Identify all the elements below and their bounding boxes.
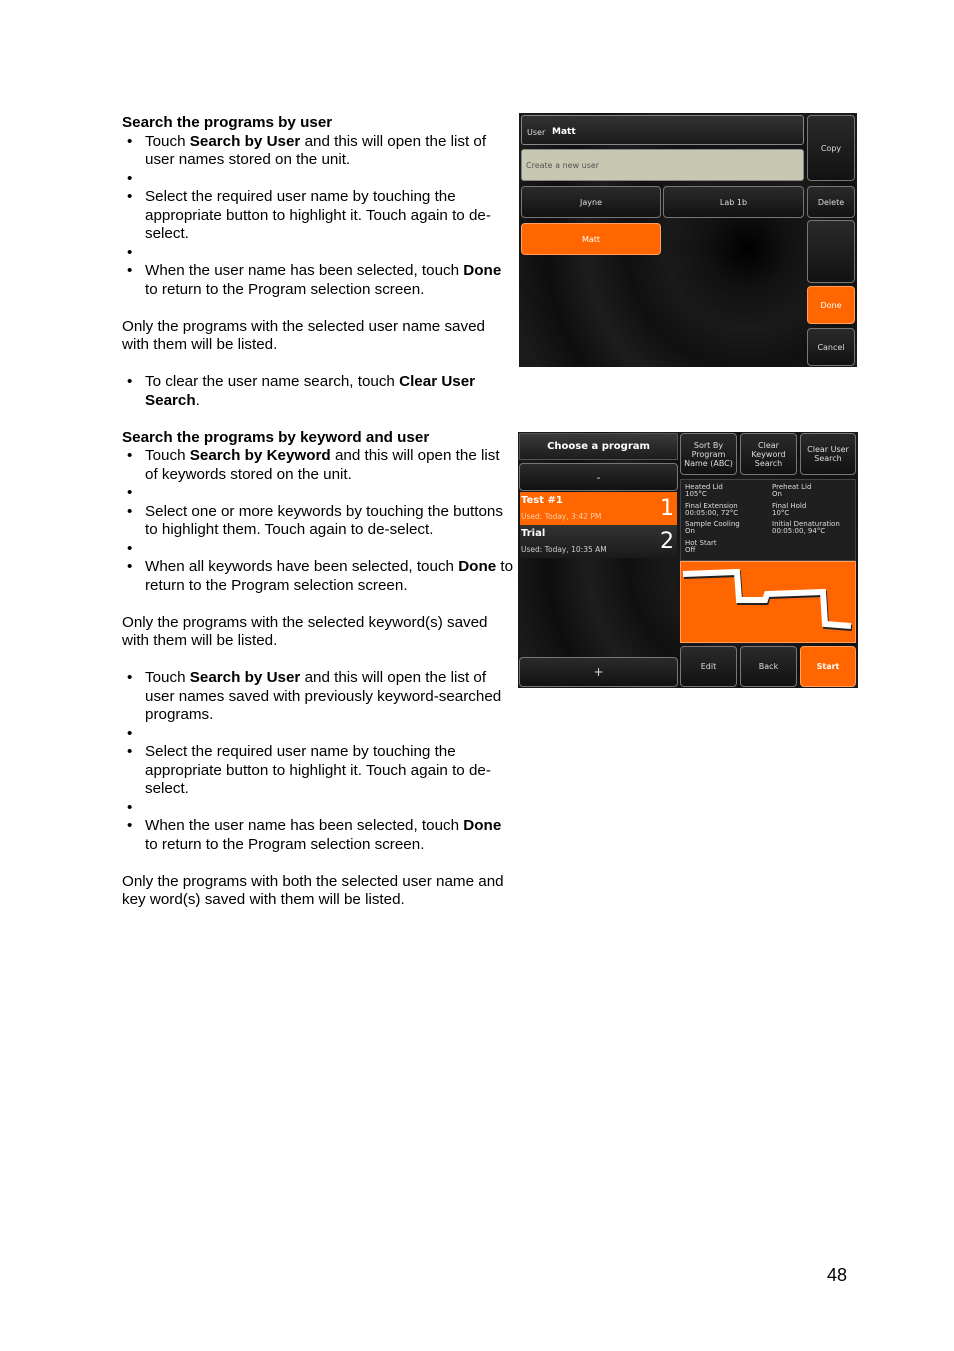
user-label: User: [527, 128, 546, 137]
user-button-lab1b[interactable]: Lab 1b: [663, 186, 804, 218]
spacer: [122, 244, 514, 263]
section-title-user: Search the programs by user: [122, 114, 333, 131]
spacer: [122, 651, 514, 670]
spacer: [122, 595, 514, 614]
page-number: 48: [827, 1265, 848, 1285]
spacer: [122, 799, 514, 818]
section-title-keyword: Search the programs by keyword and user: [122, 428, 430, 446]
list-item: • Touch Search by Keyword and this will open the list of keywords stored on the unit.: [122, 447, 514, 484]
heated-lid-value: 105°C: [685, 490, 707, 498]
list-item: • When all keywords have been selected, touch Done to return to the Program selection screen.: [122, 558, 514, 595]
clear-keyword-search-button[interactable]: Clear Keyword Search: [740, 433, 797, 475]
sample-cooling-label: Sample Cooling: [685, 520, 740, 528]
copy-button[interactable]: Copy: [807, 115, 855, 181]
program-number: 2: [660, 529, 674, 554]
bullet-list-user: [122, 133, 514, 300]
cancel-button[interactable]: Cancel: [807, 328, 855, 366]
spacer: [122, 725, 514, 744]
spacer: [122, 410, 514, 429]
preheat-value: On: [772, 490, 782, 498]
paragraph: Only the programs with the selected keyword(s) saved with them will be listed.: [122, 613, 488, 649]
bullet-list-keyword: [122, 447, 514, 595]
program-item-2[interactable]: [520, 525, 677, 558]
list-item: • When the user name has been selected, touch Done to return to the Program selection screen.: [122, 817, 514, 854]
final-hold-value: 10°C: [772, 509, 790, 517]
edit-button[interactable]: Edit: [680, 646, 737, 687]
preheat-label: Preheat Lid: [772, 483, 812, 491]
list-item: • Touch Search by User and this will open the list of user names stored on the unit.: [122, 133, 514, 170]
paragraph: Only the programs with the selected user name saved with them will be listed.: [122, 317, 485, 353]
list-item: • Select the required user name by touching the appropriate button to highlight it. Touch again to de-select.: [122, 743, 514, 799]
final-extension-label: Final Extension: [685, 502, 738, 510]
user-button-jayne[interactable]: Jayne: [521, 186, 661, 218]
list-item: • To clear the user name search, touch Clear User Search.: [122, 373, 514, 410]
program-name: Trial: [521, 528, 546, 539]
delete-button[interactable]: Delete: [807, 186, 855, 218]
hot-start-label: Hot Start: [685, 539, 717, 547]
final-extension-value: 00:05:00, 72°C: [685, 509, 739, 517]
hot-start-value: Off: [685, 546, 696, 554]
choose-program-header: Choose a program: [519, 433, 678, 460]
sort-by-name-button[interactable]: Sort By Program Name (ABC): [680, 433, 737, 475]
list-item: • When the user name has been selected, touch Done to return to the Program selection screen.: [122, 262, 514, 299]
spacer: [122, 540, 514, 559]
back-button[interactable]: Back: [740, 646, 797, 687]
list-item: • Select one or more keywords by touching the buttons to highlight them. Touch again to de-select.: [122, 503, 514, 540]
scroll-up-button[interactable]: -: [519, 463, 678, 491]
program-used: Used: Today, 10:35 AM: [521, 545, 607, 554]
done-button[interactable]: Done: [807, 286, 855, 324]
list-item: • Touch Search by User and this will open the list of user names saved with previously keyword-searched programs.: [122, 669, 514, 725]
user-select-screenshot: [519, 113, 857, 367]
spacer: [122, 484, 514, 503]
program-details-panel: [680, 479, 856, 561]
initial-denaturation-value: 00:05:00, 94°C: [772, 527, 826, 535]
temperature-profile-line: [681, 562, 855, 642]
sample-cooling-value: On: [685, 527, 695, 535]
bullet-list-clear: [122, 373, 514, 410]
create-user-field[interactable]: Create a new user: [521, 149, 804, 181]
program-item-1[interactable]: [520, 492, 677, 525]
empty-button[interactable]: [807, 220, 855, 283]
list-item: • Select the required user name by touching the appropriate button to highlight it. Touch again to de-select.: [122, 188, 514, 244]
spacer: [122, 170, 514, 189]
paragraph: Only the programs with both the selected user name and key word(s) saved with them will be listed.: [122, 872, 504, 908]
temperature-profile-graph: [680, 561, 856, 643]
manual-text-column: [122, 114, 514, 910]
spacer: [122, 355, 514, 374]
initial-denaturation-label: Initial Denaturation: [772, 520, 840, 528]
spacer: [122, 854, 514, 873]
clear-user-search-button[interactable]: Clear User Search: [800, 433, 856, 475]
final-hold-label: Final Hold: [772, 502, 807, 510]
program-used: Used: Today, 3:42 PM: [521, 512, 602, 521]
user-value: Matt: [552, 127, 576, 137]
user-field[interactable]: [521, 115, 804, 145]
user-button-matt[interactable]: Matt: [521, 223, 661, 255]
choose-program-screenshot: [518, 432, 858, 688]
spacer: [122, 299, 514, 318]
heated-lid-label: Heated Lid: [685, 483, 723, 491]
program-number: 1: [660, 496, 674, 521]
scroll-down-button[interactable]: +: [519, 657, 678, 687]
bullet-list-keyword-user: [122, 669, 514, 854]
start-button[interactable]: Start: [800, 646, 856, 687]
program-name: Test #1: [521, 495, 563, 506]
